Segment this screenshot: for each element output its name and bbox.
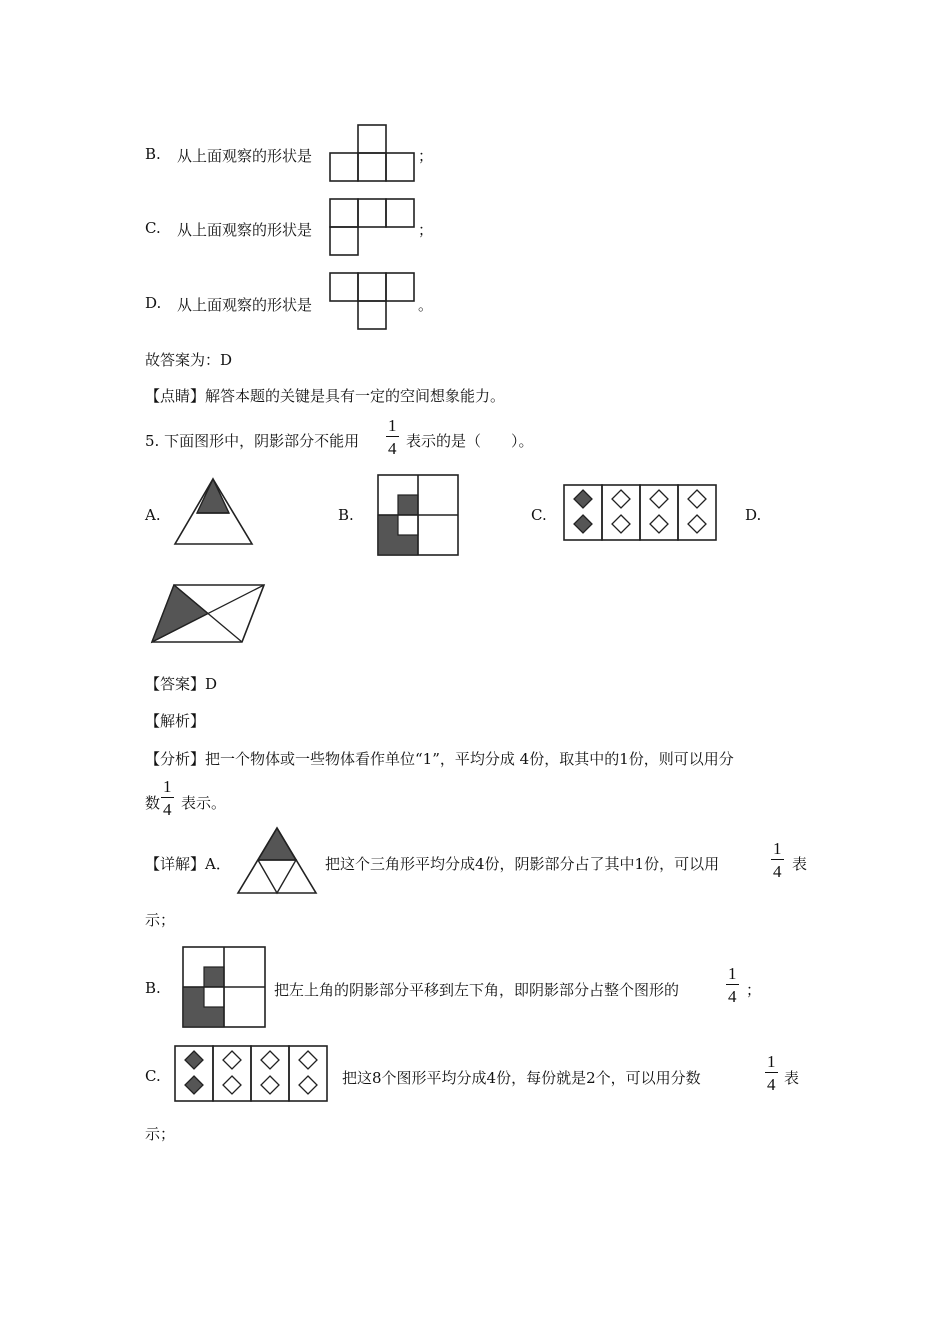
answer-label: 【答案】D — [145, 675, 218, 693]
analysis-label: 【解析】 — [145, 712, 206, 730]
detail-a-prefix: 【详解】A． — [145, 855, 231, 873]
fraction-one-quarter — [771, 840, 784, 880]
top-view-d-figure — [328, 272, 418, 330]
top-view-b-figure — [328, 124, 418, 182]
fraction-one-quarter — [386, 417, 399, 457]
option-b-letter: B. — [145, 145, 161, 163]
top-view-c-figure — [328, 198, 418, 256]
fenxi-line1: 【分析】把一个物体或一些物体看作单位“1”，平均分成 4份，取其中的1份，则可以用分 — [145, 750, 734, 768]
option-b-text: 从上面观察的形状是 — [177, 147, 313, 165]
fraction-numerator: 1 — [767, 1052, 776, 1071]
q5-figure-b-square — [377, 474, 461, 558]
fraction-one-quarter — [765, 1053, 778, 1093]
question-5-before: 5. 下面图形中，阴影部分不能用 — [145, 432, 360, 450]
fraction-numerator: 1 — [163, 777, 172, 796]
fraction-numerator: 1 — [728, 964, 737, 983]
detail-a-end: 表 — [792, 855, 808, 873]
detail-b-text: 把左上角的阴影部分平移到左下角，即阴影部分占整个图形的 — [274, 981, 680, 999]
fraction-one-quarter — [161, 778, 174, 818]
option-d-text: 从上面观察的形状是 — [177, 296, 313, 314]
detail-c-text: 把这8个图形平均分成4份，每份就是2个，可以用分数 — [342, 1069, 701, 1087]
option-c-text: 从上面观察的形状是 — [177, 221, 313, 239]
detail-a-continued: 示； — [145, 911, 176, 929]
fenxi-post: 表示。 — [181, 794, 227, 812]
q5-figure-c-diamonds — [563, 484, 721, 542]
q5-figure-a-triangle — [172, 477, 256, 547]
fenxi-pre: 数 — [145, 794, 161, 812]
fraction-denominator: 4 — [773, 862, 782, 881]
previous-answer: 故答案为：D — [145, 351, 233, 369]
option-c-letter: C. — [145, 219, 161, 237]
fraction-denominator: 4 — [767, 1075, 776, 1094]
tip-text: 【点睛】解答本题的关键是具有一定的空间想象能力。 — [145, 387, 506, 405]
fraction-denominator: 4 — [388, 439, 397, 458]
option-d-letter: D. — [145, 294, 162, 312]
fraction-numerator: 1 — [388, 416, 397, 435]
detail-c-diamonds — [174, 1045, 332, 1103]
detail-c-end: 表 — [784, 1069, 800, 1087]
option-b-end: ； — [418, 147, 434, 165]
option-d-end: 。 — [418, 296, 434, 314]
fraction-denominator: 4 — [728, 987, 737, 1006]
detail-a-triangle — [237, 826, 319, 896]
detail-a-text: 把这个三角形平均分成4份，阴影部分占了其中1份，可以用 — [325, 855, 720, 873]
fraction-one-quarter — [726, 965, 739, 1005]
q5-option-a-label: A. — [145, 506, 161, 524]
detail-b-square — [182, 946, 268, 1030]
detail-c-letter: C. — [145, 1067, 161, 1085]
option-c-end: ； — [418, 221, 434, 239]
detail-b-letter: B. — [145, 979, 161, 997]
detail-b-end: ； — [746, 981, 762, 999]
q5-option-d-label: D. — [745, 506, 762, 524]
question-5-after: 表示的是（ ）。 — [406, 432, 534, 450]
detail-c-continued: 示； — [145, 1125, 176, 1143]
fraction-denominator: 4 — [163, 800, 172, 819]
q5-figure-d-parallelogram — [150, 583, 268, 645]
q5-option-c-label: C. — [531, 506, 547, 524]
fraction-numerator: 1 — [773, 839, 782, 858]
q5-option-b-label: B. — [338, 506, 354, 524]
